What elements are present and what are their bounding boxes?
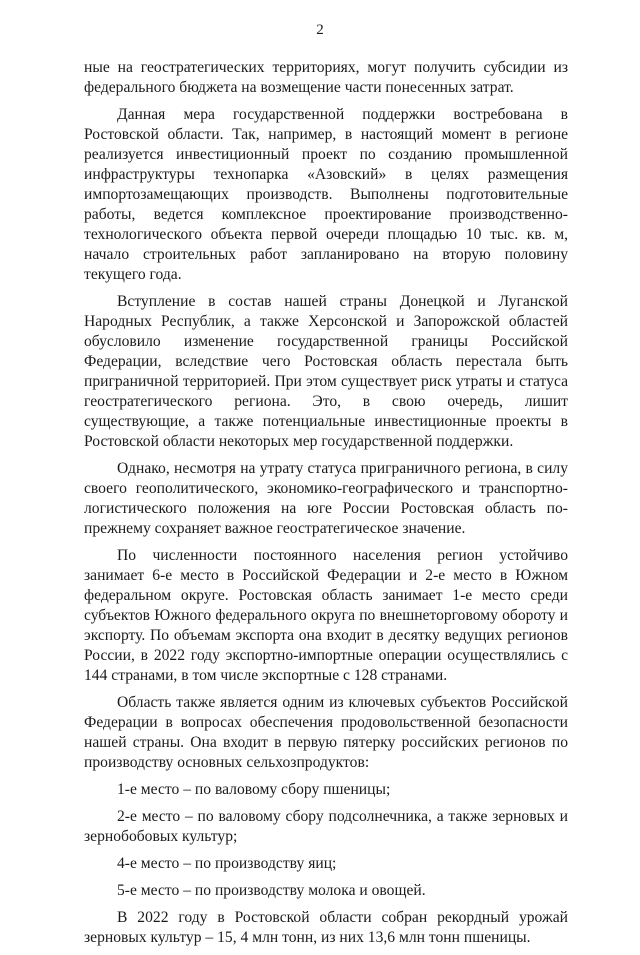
paragraph-geostrategic-status: Однако, несмотря на утрату статуса приграничного региона, в силу своего геополитического, экономико-географического и транспортно-логистического положения на юге России Ростовская область по-прежнему сохраняет важное геостратегическое значение. [84, 460, 568, 537]
document-body [84, 58, 568, 955]
paragraph-continuation: ные на геостратегических территориях, могут получить субсидии из федерального бюджета на возмещение части понесенных затрат. [84, 59, 568, 96]
list-item-eggs: 4-е место – по производству яиц; [117, 855, 337, 872]
list-item-sunflower: 2-е место – по валовому сбору подсолнечника, а также зерновых и зернобобовых культур; [84, 808, 568, 845]
list-item-milk-vegetables: 5-е место – по производству молока и овощей. [117, 882, 426, 899]
paragraph-population-export: По численности постоянного населения регион устойчиво занимает 6-е место в Российской Федерации и 2-е место в Южном федеральном округе. Ростовская область занимает 1-е место среди субъектов Южного федерального округа по внешнеторговому обороту и экспорту. По объемам экспорта она входит в десятку ведущих регионов России, в 2022 году экспортно-импортные операции осуществлялись с 144 странами, в том числе экспортные с 128 странами. [84, 547, 568, 684]
list-item-wheat: 1-е место – по валовому сбору пшеницы; [117, 781, 391, 798]
paragraph-harvest-2022: В 2022 году в Ростовской области собран рекордный урожай зерновых культур – 15, 4 млн тонн, из них 13,6 млн тонн пшеницы. [84, 909, 568, 946]
paragraph-azov-technopark: Данная мера государственной поддержки востребована в Ростовской области. Так, например, в настоящий момент в регионе реализуется инвестиционный проект по созданию промышленной инфраструктуры технопарка «Азовский» в целях размещения импортозамещающих производств. Выполнены подготовительные работы, ведется комплексное проектирование производственно-технологического объекта первой очереди площадью 10 тыс. кв. м, начало строительных работ запланировано на вторую половину текущего года. [84, 106, 568, 283]
paragraph-food-security: Область также является одним из ключевых субъектов Российской Федерации в вопросах обеспечения продовольственной безопасности нашей страны. Она входит в первую пятерку российских регионов по производству основных сельхозпродуктов: [84, 694, 568, 771]
paragraph-border-change: Вступление в состав нашей страны Донецкой и Луганской Народных Республик, а также Херсонской и Запорожской областей обусловило изменение государственной границы Российской Федерации, вследствие чего Ростовская область перестала быть приграничной территорией. При этом существует риск утраты и статуса геостратегического региона. Это, в свою очередь, лишит существующие, а также потенциальные инвестиционные проекты в Ростовской области некоторых мер государственной поддержки. [84, 293, 568, 450]
page-number: 2 [316, 22, 324, 38]
